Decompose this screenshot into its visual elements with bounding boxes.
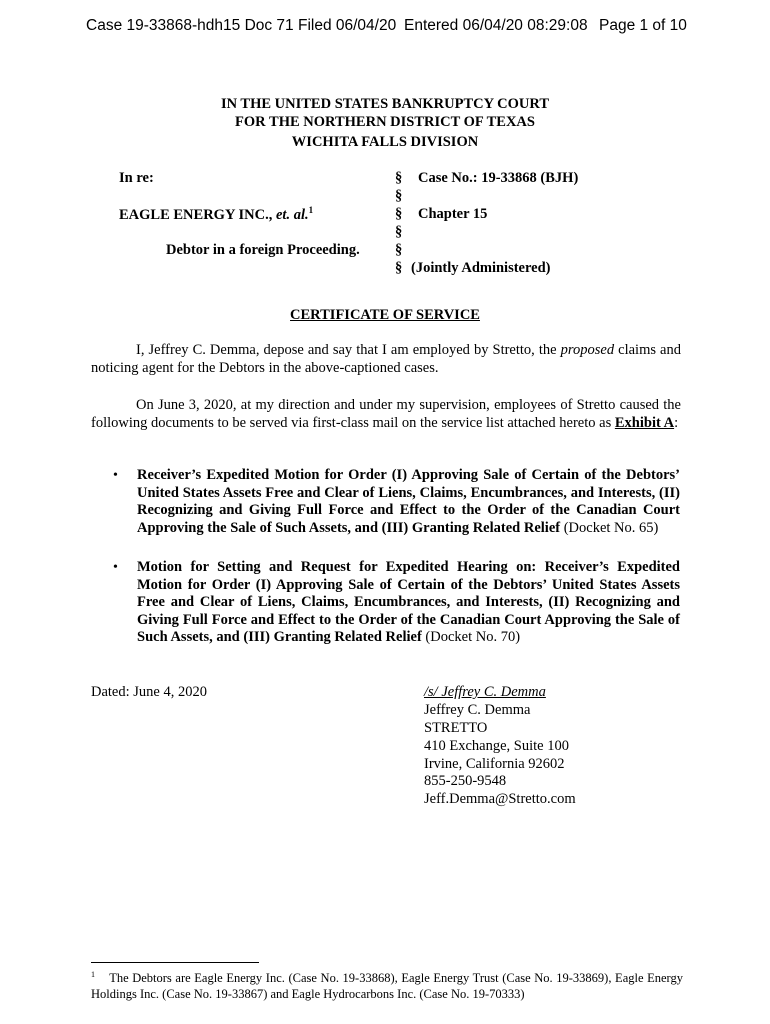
section-symbol: § xyxy=(395,170,403,186)
paragraph-employment: I, Jeffrey C. Demma, depose and say that I am employed by Stretto, the proposed claims and noticing agent for the Debtors in the above-captioned cases. xyxy=(91,342,681,376)
chapter: Chapter 15 xyxy=(418,206,488,222)
bullet-icon: • xyxy=(113,468,118,483)
case-number: Case No.: 19-33868 (BJH) xyxy=(418,170,579,186)
court-name: IN THE UNITED STATES BANKRUPTCY COURT xyxy=(220,96,550,112)
signer-name: Jeffrey C. Demma xyxy=(424,702,531,718)
docket-entered: Entered 06/04/20 08:29:08 xyxy=(404,17,588,34)
docket-case-info: Case 19-33868-hdh15 Doc 71 Filed 06/04/20 xyxy=(86,17,397,34)
caption-debtor-description: Debtor in a foreign Proceeding. xyxy=(166,242,360,258)
caption-in-re: In re: xyxy=(119,170,154,186)
section-symbol: § xyxy=(395,242,403,258)
signer-company: STRETTO xyxy=(424,720,488,736)
court-division: WICHITA FALLS DIVISION xyxy=(291,134,479,150)
bullet-icon: • xyxy=(113,560,118,575)
footnote-reference: 1 xyxy=(308,205,314,215)
signature: /s/ Jeffrey C. Demma xyxy=(424,684,546,700)
section-symbol: § xyxy=(395,188,403,204)
served-document-item: Motion for Setting and Request for Expedited Hearing on: Receiver’s Expedited Motion for Order (I) Approving Sale of Certain of the Debtors’ United States Assets Free and Clear of Liens, Claims, Encumbrances, and Interests, (II) Recognizing and Giving Full Force and Effect to the Order of the Canadian Court Approving the Sale of Such Assets, and (III) Granting Related Relief (Docket No. 70) xyxy=(137,559,680,646)
section-symbol: § xyxy=(395,260,403,276)
document-title: CERTIFICATE OF SERVICE xyxy=(290,307,480,323)
date-line: Dated: June 4, 2020 xyxy=(91,684,207,700)
footnote: $^1$ The Debtors are Eagle Energy Inc. (Case No. 19-33868), Eagle Energy Trust (Case No. 19-33869), Eagle Energy Holdings Inc. (Case No. 19-33867) and Eagle Hydrocarbons Inc. (Case No. 19-70333) xyxy=(91,970,683,1002)
jointly-administered: (Jointly Administered) xyxy=(411,260,551,276)
section-symbol: § xyxy=(395,206,403,222)
paragraph-service: On June 3, 2020, at my direction and under my supervision, employees of Stretto caused the following documents to be served via first-class mail on the service list attached hereto as Exhibit A: xyxy=(91,397,681,431)
section-symbol: § xyxy=(395,224,403,240)
signer-phone: 855-250-9548 xyxy=(424,773,507,789)
caption-et-al: et. al. xyxy=(275,206,309,223)
caption-debtor: EAGLE ENERGY INC., et. al.$^1$ xyxy=(119,205,314,223)
signer-address-line1: 410 Exchange, Suite 100 xyxy=(424,738,569,754)
exhibit-reference: Exhibit A xyxy=(614,414,675,431)
signer-email: Jeff.Demma@Stretto.com xyxy=(424,791,576,807)
signer-address-line2: Irvine, California 92602 xyxy=(424,756,565,772)
footnote-divider xyxy=(91,962,259,963)
court-district: FOR THE NORTHERN DISTRICT OF TEXAS xyxy=(235,114,535,130)
served-document-item: Receiver’s Expedited Motion for Order (I) Approving Sale of Certain of the Debtors’ United States Assets Free and Clear of Liens, Claims, Encumbrances, and Interests, (II) Recognizing and Giving Full Force and Effect to the Order of the Canadian Court Approving the Sale of Such Assets, and (III) Granting Related Relief (Docket No. 65) xyxy=(137,467,680,536)
docket-page-number: Page 1 of 10 xyxy=(599,17,687,34)
